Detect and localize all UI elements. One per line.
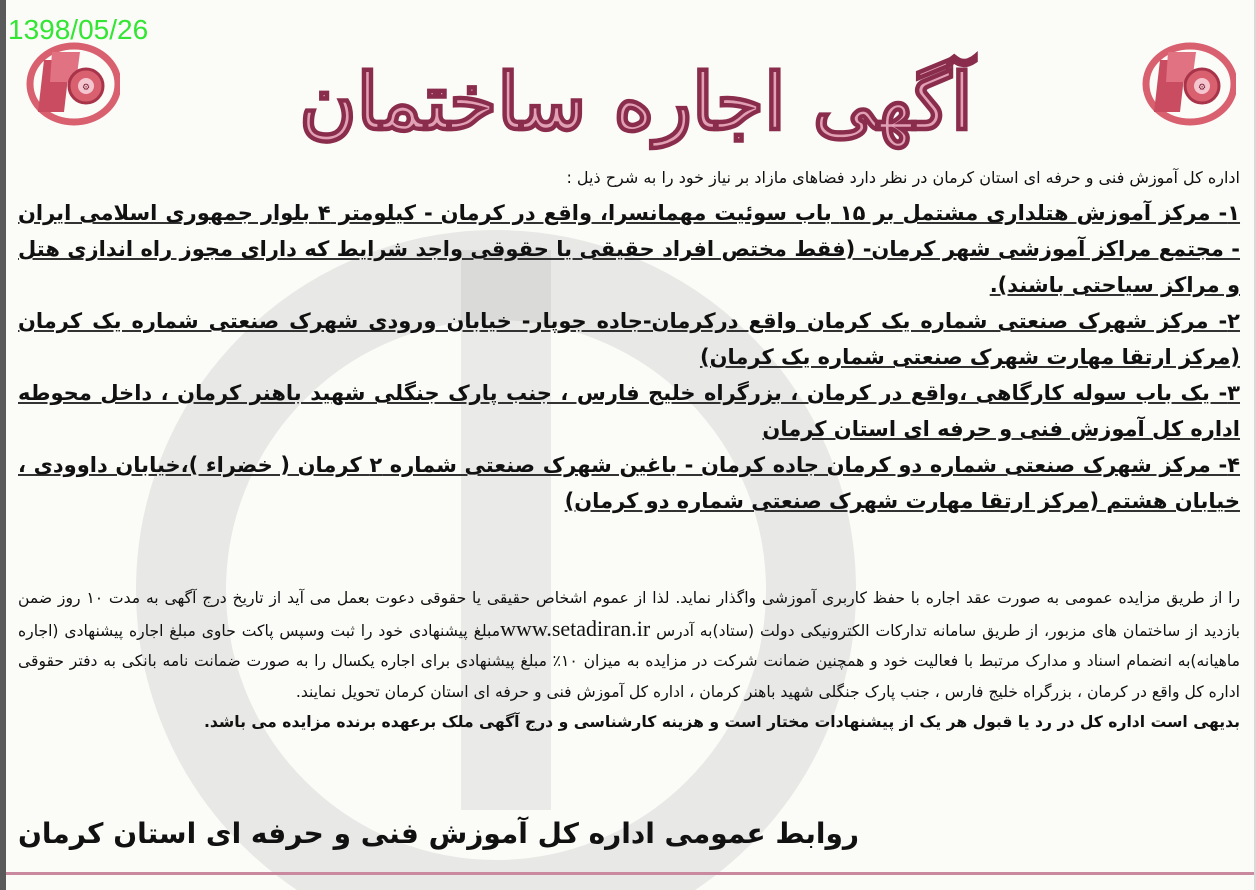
property-item-3 bbox=[18, 375, 1240, 447]
terms-part-3: بدیهی است اداره کل در رد یا قبول هر یک از پیشنهادات مختار است و هزینه کارشناسی و درج آگهی ملک برعهده برنده مزایده می باشد. bbox=[203, 713, 1240, 731]
ad-title: آگهی اجاره ساختمان bbox=[299, 57, 973, 148]
property-item-text: ۲- مرکز شهرک صنعتی شماره یک کرمان واقع درکرمان-جاده جوپار- خیابان ورودی شهرک صنعتی شماره یک کرمان (مرکز ارتقا مهارت شهرک صنعتی شماره یک کرمان) bbox=[18, 309, 1240, 369]
property-item-4 bbox=[18, 447, 1240, 519]
organization-logo-right bbox=[1140, 42, 1236, 126]
svg-text:⚙: ⚙ bbox=[81, 83, 91, 93]
svg-text:⚙: ⚙ bbox=[1197, 83, 1207, 93]
public-relations-signature: روابط عمومی اداره کل آموزش فنی و حرفه ای استان کرمان bbox=[18, 817, 860, 850]
property-item-1 bbox=[18, 195, 1240, 303]
terms-part-1: را از طریق مزایده عمومی به صورت عقد اجاره با حفظ کاربری آموزشی واگذار نماید. لذا از عموم اشخاص حقیقی یا حقوقی دعوت بعمل می آید از تاریخ درج آگهی به مدت ۱۰ روز ضمن بازدید از ساختمان های مزبور، از طریق سامانه تدارکات الکترونیکی دولت (ستاد)به آدرس bbox=[18, 589, 1240, 640]
setad-url[interactable]: www.setadiran.ir bbox=[500, 615, 651, 641]
property-list bbox=[18, 195, 1240, 519]
property-item-text: ۳- یک باب سوله کارگاهی ،واقع در کرمان ، بزرگراه خلیج فارس ، جنب پارک جنگلی شهید باهنر کرمان ، داخل محوطه اداره کل آموزش فنی و حرفه ای استان کرمان bbox=[18, 381, 1240, 441]
newspaper-ad bbox=[6, 0, 1254, 890]
auction-terms bbox=[18, 583, 1240, 738]
bottom-divider bbox=[6, 872, 1254, 875]
intro-text: اداره کل آموزش فنی و حرفه ای استان کرمان در نظر دارد فضاهای مازاد بر نیاز خود را به شرح ذیل : bbox=[566, 168, 1240, 187]
property-item-text: ۱- مرکز آموزش هتلداری مشتمل بر ۱۵ باب سوئیت مهمانسرا، واقع در کرمان - کیلومتر ۴ بلوار جمهوری اسلامی ایران - مجتمع مراکز آموزشی شهر کرمان- (فقط مختص افراد حقیقی یا حقوقی واجد شرایط که دارای مجوز راه اندازی هتل و مراکز سیاحتی باشند). bbox=[18, 201, 1241, 297]
date-stamp: 1398/05/26 bbox=[8, 14, 149, 45]
property-item-text: ۴- مرکز شهرک صنعتی شماره دو کرمان جاده کرمان - باغین شهرک صنعتی شماره ۲ کرمان ( خضراء )،خیابان داوودی ، خیابان هشتم (مرکز ارتقا مهارت شهرک صنعتی شماره دو کرمان) bbox=[18, 453, 1240, 513]
terms-part-2: مبلغ پیشنهادی خود را ثبت وسپس پاکت حاوی مبلغ اجاره پیشنهادی (اجاره ماهیانه)به انضمام اسناد و مدارک مرتبط با فعالیت خود و همچنین ضمانت شرکت در مزایده به میزان ۱۰٪ مبلغ پیشنهادی برای اجاره یکسال را به صورت ضمانت نامه بانکی به دفتر حقوقی اداره کل واقع در کرمان ، بزرگراه خلیج فارس ، جنب پارک جنگلی شهید باهنر کرمان ، اداره کل آموزش فنی و حرفه ای استان کرمان تحویل نمایند. bbox=[18, 621, 1240, 701]
organization-logo-left bbox=[24, 42, 120, 126]
property-item-2 bbox=[18, 303, 1240, 375]
